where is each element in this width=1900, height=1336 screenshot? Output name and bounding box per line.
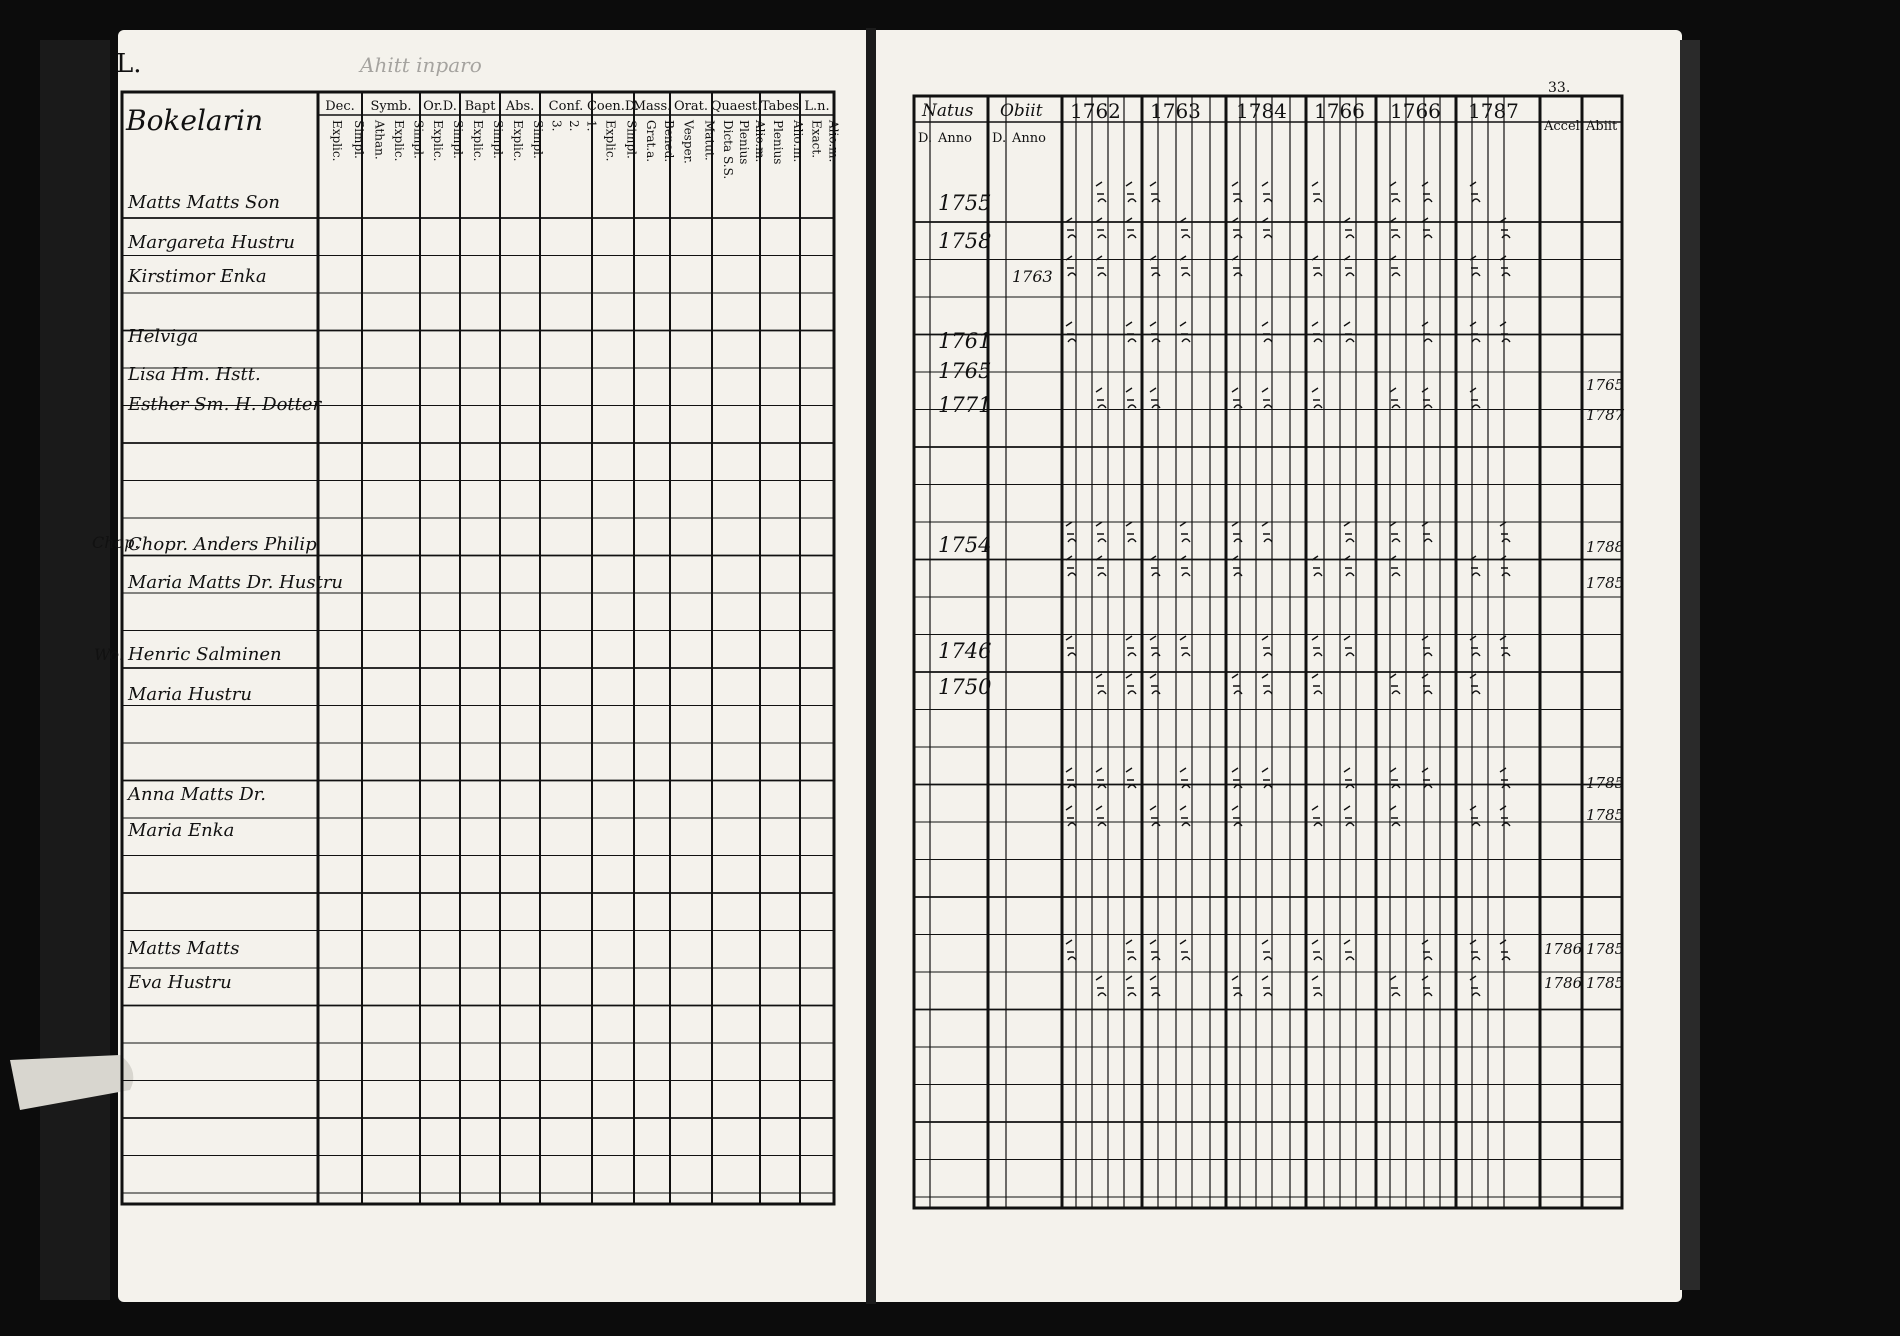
left-col-subheader: Simpl. [352, 120, 366, 159]
left-col-header: Coen.D. [586, 99, 640, 114]
ink-mark [1344, 322, 1354, 342]
left-col-subheader: Explic. [603, 120, 618, 162]
ink-mark [1500, 218, 1510, 238]
ink-mark [1262, 976, 1272, 996]
ink-mark [1180, 940, 1190, 960]
ink-mark [1390, 674, 1400, 694]
header-natus-anno: Anno [938, 131, 972, 146]
ink-mark [1390, 976, 1400, 996]
left-col-header: Quaest. [710, 99, 762, 114]
ink-mark [1262, 322, 1272, 342]
person-name: Margareta Hustru [128, 232, 295, 253]
person-name: Kirstimor Enka [128, 266, 267, 287]
birth-year: 1754 [938, 533, 992, 557]
left-col-subheader: Plenius [771, 120, 785, 165]
village-heading: Bokelarin [126, 104, 263, 137]
left-col-subheader: Explic. [431, 120, 445, 162]
year-column-header: 1763 [1150, 99, 1201, 123]
ink-mark [1066, 940, 1076, 960]
left-col-header: Abs. [505, 99, 535, 114]
year-column-header: 1766 [1314, 99, 1365, 123]
year-column-header: 1766 [1390, 99, 1441, 123]
abiit-year: 1765 [1586, 376, 1625, 394]
left-col-subheader: 3. [549, 120, 564, 132]
left-col-subheader: Simpl. [624, 120, 639, 159]
birth-years [938, 191, 991, 699]
birth-year: 1755 [938, 191, 992, 215]
right-register-table [914, 96, 1625, 1208]
header-obiit: Obiit [1000, 101, 1043, 121]
person-name: Matts Matts Son [128, 192, 280, 213]
person-name: Esther Sm. H. Dotter [128, 394, 322, 415]
left-col-subheader: Alio.m. [826, 120, 841, 163]
catechism-marks [1066, 182, 1510, 996]
birth-year: 1765 [938, 359, 992, 383]
ink-mark [1096, 976, 1106, 996]
year-column-header: 1784 [1236, 99, 1287, 123]
accessit-year: 1786 [1544, 940, 1583, 958]
left-person-names [126, 192, 343, 993]
ink-mark [1096, 522, 1106, 542]
header-accessit: Accel [1544, 119, 1580, 134]
left-col-header: Mass. [632, 99, 672, 114]
left-column-rules [318, 92, 834, 1204]
ink-mark [1066, 218, 1076, 238]
left-col-subheader: Explic. [471, 120, 485, 162]
ink-mark [1066, 322, 1076, 342]
ink-mark [1500, 806, 1510, 826]
ink-mark [1390, 182, 1400, 202]
ink-mark [1500, 322, 1510, 342]
left-col-subheader: Bened. [662, 120, 676, 163]
ink-mark [1390, 522, 1400, 542]
ink-mark [1126, 636, 1136, 656]
page-number: L. [116, 49, 142, 79]
person-name: Eva Hustru [128, 972, 232, 993]
death-year: 1763 [1012, 267, 1053, 286]
left-col-subheader: Plenius [737, 120, 751, 165]
left-col-header: Symb. [370, 99, 412, 114]
header-natus-d: D. [918, 131, 933, 146]
birth-year: 1750 [938, 675, 992, 699]
ink-mark [1312, 322, 1322, 342]
margin-mark-wo: Wo. [94, 645, 124, 664]
left-col-subheader: Simpl. [531, 120, 545, 159]
person-name: Chopr. Anders Philip [128, 534, 317, 555]
ink-mark [1262, 674, 1272, 694]
ink-mark [1096, 218, 1106, 238]
ink-mark [1262, 182, 1272, 202]
left-col-header: Tabes [760, 99, 800, 114]
ink-mark [1344, 218, 1354, 238]
left-col-subheader: Simpl. [491, 120, 505, 159]
left-col-header: L.n. [804, 99, 830, 114]
left-col-subheader: Exact. [809, 120, 824, 159]
abiit-year: 1788 [1586, 538, 1625, 556]
ink-mark [1180, 218, 1190, 238]
accessit-year: 1786 [1544, 974, 1583, 992]
abiit-year: 1785 [1586, 974, 1625, 992]
ink-mark [1126, 182, 1136, 202]
left-col-subheader: Athan. [372, 120, 387, 160]
ink-mark [1262, 636, 1272, 656]
left-col-subheader: Alio.m. [791, 120, 805, 163]
left-col-subheader: Simpl. [451, 120, 465, 159]
year-column-header: 1762 [1070, 99, 1121, 123]
ink-mark [1262, 940, 1272, 960]
ink-mark [1344, 940, 1354, 960]
ink-mark [1126, 218, 1136, 238]
ink-mark [1390, 388, 1400, 408]
ink-mark [1312, 976, 1322, 996]
ink-mark [1390, 218, 1400, 238]
birth-year: 1758 [938, 229, 992, 253]
abiit-years [1586, 376, 1625, 992]
left-col-header: Dec. [325, 99, 355, 114]
header-note: Ahitt inparo [360, 53, 482, 77]
left-col-subheader: Explic. [511, 120, 525, 162]
right-year-headers [1070, 99, 1519, 123]
person-name: Lisa Hm. Hstt. [128, 364, 261, 385]
book-left-edge [40, 40, 110, 1300]
left-col-subheader: 2. [567, 120, 581, 132]
ink-mark [1500, 940, 1510, 960]
person-name: Maria Hustru [128, 684, 252, 705]
left-col-subheader: Vesper. [681, 120, 696, 164]
left-col-header: Conf. [548, 99, 584, 114]
ink-mark [1066, 806, 1076, 826]
ink-mark [1312, 940, 1322, 960]
left-col-subheader: Simpl. [411, 120, 426, 159]
left-col-subheader: Matut. [702, 120, 717, 161]
person-name: Helviga [128, 326, 199, 347]
abiit-year: 1785 [1586, 940, 1625, 958]
abiit-year: 1785 [1586, 574, 1625, 592]
ink-mark [1262, 218, 1272, 238]
ink-mark [1312, 674, 1322, 694]
abiit-year: 1785 [1586, 806, 1625, 824]
ink-mark [1500, 636, 1510, 656]
right-row-rules [914, 222, 1625, 1197]
ink-mark [1096, 674, 1106, 694]
person-name: Anna Matts Dr. [128, 784, 267, 805]
ink-mark [1344, 522, 1354, 542]
person-name: Henric Salminen [128, 644, 282, 665]
right-page-mark: 33. [1548, 80, 1571, 96]
header-obiit-anno: Anno [1012, 131, 1046, 146]
person-name: Maria Enka [128, 820, 235, 841]
ink-mark [1126, 976, 1136, 996]
ink-mark [1390, 806, 1400, 826]
left-col-subheader: Explic. [392, 120, 406, 162]
ink-mark [1066, 636, 1076, 656]
book-gutter [866, 28, 876, 1304]
right-column-rules [930, 96, 1582, 1208]
ink-mark [1180, 522, 1190, 542]
year-column-header: 1787 [1468, 99, 1519, 123]
birth-year: 1746 [938, 639, 992, 663]
ink-mark [1096, 388, 1106, 408]
left-col-subheader: Dicta S.S. [721, 120, 735, 180]
ink-mark [1126, 674, 1136, 694]
ink-mark [1096, 182, 1106, 202]
ink-mark [1344, 806, 1354, 826]
left-col-subheader: Grat.a. [644, 120, 658, 163]
left-column-headers [325, 99, 840, 179]
ink-mark [1126, 388, 1136, 408]
left-col-header: Orat. [674, 99, 708, 114]
ink-mark [1500, 522, 1510, 542]
ink-mark [1180, 806, 1190, 826]
left-col-header: Or.D. [423, 99, 457, 114]
header-natus: Natus [922, 101, 974, 121]
person-name: Maria Matts Dr. Hustru [128, 572, 344, 593]
left-col-subheader: Alio.m. [753, 120, 767, 163]
ink-mark [1312, 182, 1322, 202]
accessit-years [1544, 940, 1583, 992]
birth-year: 1771 [938, 393, 992, 417]
left-col-subheader: Explic. [330, 120, 344, 162]
ink-mark [1066, 522, 1076, 542]
person-name: Matts Matts [128, 938, 240, 959]
margin-mark-chop: Chop. [92, 533, 140, 552]
ink-mark [1262, 388, 1272, 408]
ink-mark [1344, 636, 1354, 656]
book-right-edge [1680, 40, 1700, 1290]
header-obiit-d: D. [992, 131, 1007, 146]
ink-mark [1180, 322, 1190, 342]
abiit-year: 1787 [1586, 406, 1625, 424]
left-col-subheader: 1. [584, 120, 599, 132]
ink-mark [1312, 388, 1322, 408]
left-col-header: Bapt [464, 99, 496, 114]
ink-mark [1312, 806, 1322, 826]
header-abiit: Abiit [1586, 119, 1618, 134]
ink-mark [1096, 806, 1106, 826]
ink-mark [1126, 522, 1136, 542]
birth-year: 1761 [938, 329, 992, 353]
ink-mark [1312, 636, 1322, 656]
abiit-year: 1785 [1586, 774, 1625, 792]
ink-mark [1262, 522, 1272, 542]
ink-mark [1180, 636, 1190, 656]
ink-mark [1126, 322, 1136, 342]
ink-mark [1126, 940, 1136, 960]
